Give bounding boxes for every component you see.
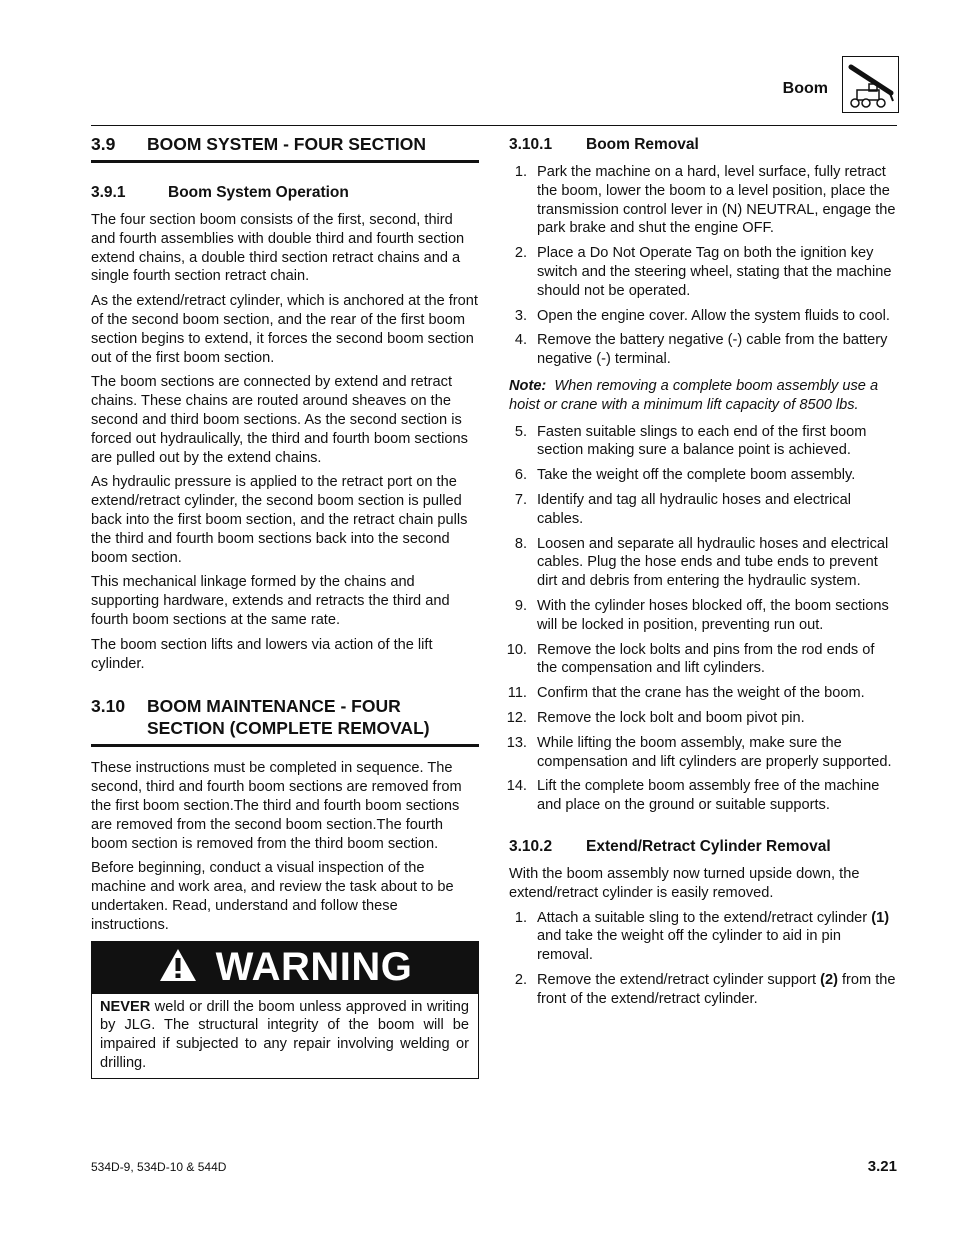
warning-box [91,941,479,1079]
section-number: 3.10 [91,696,126,717]
removal-steps-list-continued [506,423,897,815]
step-text: Open the engine cover. Allow the system fluids to cool. [537,307,890,324]
subsection-title: Boom Removal [586,136,699,153]
paragraph: These instructions must be completed in sequence. The second, third and fourth boom sections are removed from the first boom section.The third and fourth boom sections are removed from the second boom section.The fourth boom section is removed from the third boom section. [91,760,462,852]
step-text: Fasten suitable slings to each end of the first boom section making sure a balance point is achieved. [537,423,867,459]
header-rule [91,125,897,126]
subsection-heading-3-10-1 [509,135,897,155]
step-text: Place a Do Not Operate Tag on both the ignition key switch and the steering wheel, stating that the machine should not be operated. [537,245,892,299]
subsection-number: 3.10.1 [509,136,553,153]
step-number: 11. [507,685,527,702]
list-item [509,909,897,965]
step-text: Confirm that the crane has the weight of the boom. [537,685,865,702]
step-number: 14. [506,778,527,795]
left-column [91,133,479,1079]
list-item [509,307,897,326]
section-title-line: BOOM MAINTENANCE - FOUR [147,696,401,717]
step-text: Park the machine on a hard, level surface, fully retract the boom, lower the boom to a level position, place the transmission control lever in (N) NEUTRAL, engage the park brake and shut the engine OFF. [537,164,896,237]
paragraph: This mechanical linkage formed by the chains and supporting hardware, extends and retracts the third and fourth boom sections at the same rate. [91,574,450,628]
warning-body-text: weld or drill the boom unless approved in writing by JLG. The structural integrity of the boom will be impaired if subjected to any repair involving welding or drilling. [100,998,469,1071]
warning-title: WARNING [215,945,413,990]
list-item [506,777,897,815]
note [509,377,897,415]
page-number: 3.21 [867,1158,897,1175]
list-item [509,466,897,485]
paragraph: The boom section lifts and lowers via action of the lift cylinder. [91,636,433,672]
cylinder-removal-steps-list [509,909,897,1009]
section-title-line: SECTION (COMPLETE REMOVAL) [147,718,430,739]
list-item [509,535,897,591]
step-text: Remove the lock bolt and boom pivot pin. [537,709,805,726]
callout-reference: (2) [820,971,838,988]
list-item [509,331,897,369]
list-item [506,734,897,772]
list-item [509,597,897,635]
step-text: Remove the battery negative (-) cable from the battery negative (-) terminal. [537,332,888,368]
subsection-number: 3.9.1 [91,184,126,201]
step-text: With the cylinder hoses blocked off, the boom sections will be locked in position, preventing run out. [537,597,889,633]
right-column [506,133,897,1014]
footer-models: 534D-9, 534D-10 & 544D [91,1160,227,1174]
callout-reference: (1) [871,909,890,926]
list-item [506,709,897,728]
step-text: Identify and tag all hydraulic hoses and electrical cables. [537,491,851,527]
subsection-heading-3-9-1 [91,183,479,203]
list-item [509,971,897,1009]
step-text: from the front of the extend/retract cylinder. [537,971,896,1007]
paragraph: The boom sections are connected by extend and retract chains. These chains are routed around sheaves on the second and third boom sections. As the second section is forced out hydraulically, the third and fourth boom sections are pulled out by the extend chains. [91,374,468,466]
step-text: Take the weight off the complete boom assembly. [537,467,856,484]
warning-triangle-icon [158,947,198,989]
subsection-number: 3.10.2 [509,837,553,855]
step-number: 9. [514,597,527,614]
step-number: 5. [514,423,527,440]
step-number: 3. [514,307,527,324]
paragraph: As hydraulic pressure is applied to the retract port on the extend/retract cylinder, the second boom section is pulled back into the first boom section, and the retract chain pulls the third and fourth boom sections back into the second boom section. [91,474,468,566]
list-item [509,163,897,238]
section-title: BOOM SYSTEM - FOUR SECTION [147,134,427,154]
paragraph: As the extend/retract cylinder, which is anchored at the front of the second boom section, and the rear of the first boom section begins to extend, it forces the second boom section out of the first boom section. [91,293,478,366]
note-label: Note: [509,377,547,394]
warning-text [92,994,478,1078]
step-number: 6. [514,467,527,484]
header-section-name: Boom [782,80,828,97]
step-number: 7. [514,491,527,508]
step-number: 1. [514,909,527,926]
removal-steps-list [509,163,897,369]
list-item [506,641,897,679]
step-text: Loosen and separate all hydraulic hoses and electrical cables. Plug the hose ends and tube ends to prevent dirt and debris from entering the hydraulic system. [537,535,889,590]
section-number: 3.9 [91,134,116,154]
section-title [147,695,477,739]
subsection-heading-3-10-2 [509,837,897,857]
step-number: 12. [506,709,527,726]
step-text: and take the weight off the cylinder to aid in pin removal. [537,928,841,964]
step-text: Lift the complete boom assembly free of the machine and place on the ground or suitable supports. [537,778,880,814]
step-text: Attach a suitable sling to the extend/retract cylinder [537,909,872,926]
list-item [509,491,897,529]
step-text: While lifting the boom assembly, make sure the compensation and lift cylinders are properly supported. [537,734,892,770]
section-heading-3-9 [91,133,479,163]
step-number: 1. [514,164,527,180]
paragraph: The four section boom consists of the first, second, third and fourth assemblies with double third and fourth section extend chains, a double third section retract chains and a single fourth section retract chain. [91,212,465,285]
subsection-title: Boom System Operation [168,184,349,201]
warning-lead: NEVER [100,998,151,1015]
subsection-title: Extend/Retract Cylinder Removal [586,837,831,855]
step-number: 8. [514,535,527,552]
step-number: 10. [506,641,527,658]
boom-telehandler-icon [842,56,899,113]
note-text: When removing a complete boom assembly use a hoist or crane with a minimum lift capacity of 8500 lbs. [509,377,879,413]
step-text: Remove the extend/retract cylinder support [537,971,821,988]
list-item [509,684,897,703]
paragraph: Before beginning, conduct a visual inspection of the machine and work area, and review the task about to be undertaken. Read, understand and follow these instructions. [91,860,454,933]
step-number: 2. [514,245,527,262]
step-number: 4. [514,332,527,349]
list-item [509,423,897,461]
paragraph: With the boom assembly now turned upside down, the extend/retract cylinder is easily removed. [509,865,860,901]
step-number: 2. [514,971,527,988]
warning-banner [92,942,478,994]
step-number: 13. [506,734,527,751]
step-text: Remove the lock bolts and pins from the rod ends of the compensation and lift cylinders. [537,641,875,677]
section-heading-3-10 [91,695,479,747]
list-item [509,244,897,300]
